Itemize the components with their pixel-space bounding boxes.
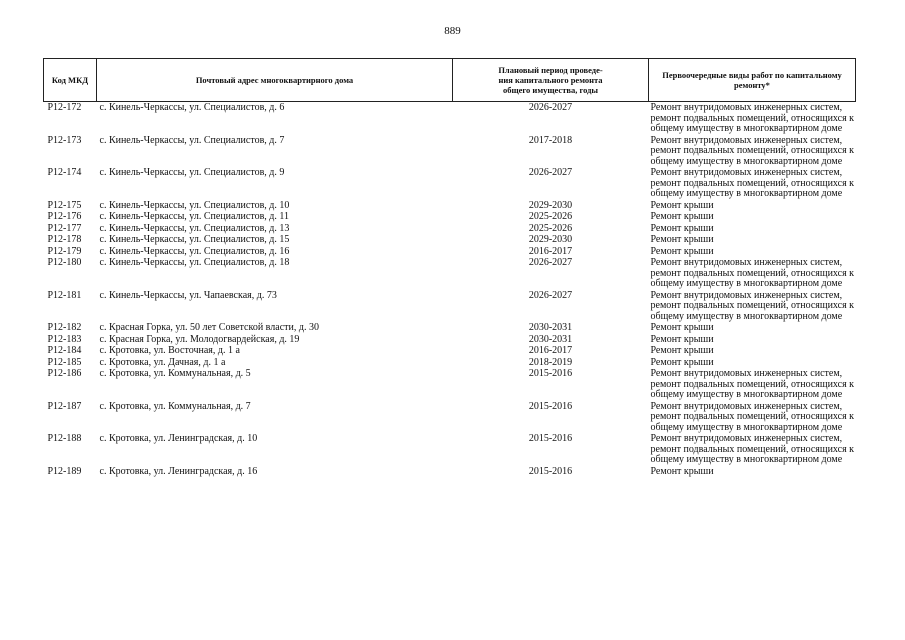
- postal-address: с. Кротовка, ул. Коммунальная, д. 5: [99, 368, 251, 379]
- work-line: общему имуществу в многоквартирном доме: [650, 188, 843, 199]
- postal-address: с. Кинель-Черкассы, ул. Специалистов, д. 13: [99, 222, 290, 234]
- work-line: Ремонт крыши: [650, 345, 714, 356]
- work-line: общему имуществу в многоквартирном доме: [650, 123, 843, 134]
- postal-address: с. Кинель-Черкассы, ул. Специалистов, д. 10: [99, 199, 290, 211]
- work-line: Ремонт крыши: [650, 222, 714, 234]
- work-line: Ремонт внутридомовых инженерных систем,: [650, 257, 843, 268]
- table-row: [44, 322, 856, 334]
- priority-works: [649, 135, 856, 168]
- planned-period: 2015-2016: [528, 465, 573, 477]
- work-line: общему имуществу в многоквартирном доме: [650, 155, 843, 167]
- priority-works: [649, 200, 856, 212]
- priority-works: [649, 345, 856, 357]
- planned-period: 2017-2018: [528, 134, 573, 146]
- table-row: [44, 211, 856, 223]
- table-row: [44, 433, 856, 466]
- house-code: Р12-183: [47, 333, 82, 345]
- house-code: Р12-175: [47, 199, 82, 211]
- planned-period: 2030-2031: [528, 333, 573, 345]
- work-line: Ремонт крыши: [650, 333, 714, 345]
- priority-works: [649, 433, 856, 466]
- work-line: Ремонт крыши: [650, 211, 714, 222]
- work-line: Ремонт крыши: [650, 356, 714, 368]
- priority-works: [649, 223, 856, 235]
- work-line: Ремонт крыши: [650, 322, 714, 333]
- house-code: Р12-174: [47, 167, 82, 178]
- priority-works: [649, 257, 856, 290]
- priority-works: [649, 322, 856, 334]
- table-row: [44, 345, 856, 357]
- postal-address: с. Кротовка, ул. Ленинградская, д. 16: [99, 465, 258, 477]
- work-line: общему имуществу в многоквартирном доме: [650, 278, 843, 289]
- postal-address: с. Кинель-Черкассы, ул. Специалистов, д. 15: [99, 234, 290, 245]
- work-line: Ремонт крыши: [650, 245, 714, 257]
- priority-works: [649, 234, 856, 246]
- table-header: [44, 59, 856, 102]
- header-row: [44, 59, 856, 102]
- page-number: 889: [444, 25, 461, 37]
- planned-period: 2030-2031: [528, 322, 573, 333]
- postal-address: с. Кротовка, ул. Коммунальная, д. 7: [99, 400, 251, 412]
- priority-works: [649, 334, 856, 346]
- work-line: Ремонт внутридомовых инженерных систем,: [650, 368, 843, 379]
- table-row: [44, 234, 856, 246]
- work-line: общему имуществу в многоквартирном доме: [650, 421, 843, 433]
- priority-works: [649, 401, 856, 434]
- postal-address: с. Кинель-Черкассы, ул. Чапаевская, д. 73: [99, 289, 277, 301]
- table-row: [44, 223, 856, 235]
- house-code: Р12-182: [47, 322, 82, 333]
- work-line: Ремонт внутридомовых инженерных систем,: [650, 134, 843, 146]
- postal-address: с. Кротовка, ул. Ленинградская, д. 10: [99, 433, 258, 444]
- planned-period: 2015-2016: [528, 400, 573, 412]
- house-code: Р12-181: [47, 289, 82, 301]
- priority-works: [649, 102, 856, 135]
- repair-schedule-table: [43, 58, 856, 477]
- house-code: Р12-172: [47, 102, 82, 113]
- postal-address: с. Кинель-Черкассы, ул. Специалистов, д. 7: [99, 134, 285, 146]
- priority-works: [649, 167, 856, 200]
- priority-works: [649, 211, 856, 223]
- work-line: Ремонт внутридомовых инженерных систем,: [650, 167, 843, 178]
- work-line: Ремонт крыши: [650, 465, 714, 477]
- header-period: [453, 59, 649, 102]
- header-work-line: ремонту*: [734, 80, 770, 90]
- postal-address: с. Кинель-Черкассы, ул. Специалистов, д. 11: [99, 211, 290, 222]
- postal-address: с. Кротовка, ул. Восточная, д. 1 а: [99, 345, 240, 356]
- table-row: [44, 102, 856, 135]
- work-line: общему имуществу в многоквартирном доме: [650, 454, 843, 465]
- header-address: Почтовый адрес многоквартирного дома: [97, 59, 453, 102]
- postal-address: с. Красная Горка, ул. 50 лет Советской власти, д. 30: [99, 322, 319, 333]
- document-sheet: [43, 58, 855, 477]
- planned-period: 2026-2027: [528, 102, 573, 113]
- work-line: ремонт подвальных помещений, относящихся к: [650, 378, 855, 390]
- header-code: Код МКД: [44, 59, 97, 102]
- priority-works: [649, 290, 856, 323]
- table-row: [44, 135, 856, 168]
- house-code: Р12-188: [47, 433, 82, 444]
- work-line: ремонт подвальных помещений, относящихся к: [650, 443, 855, 455]
- work-line: ремонт подвальных помещений, относящихся к: [650, 300, 855, 311]
- table-body: [44, 102, 856, 478]
- planned-period: 2015-2016: [528, 433, 573, 444]
- planned-period: 2018-2019: [528, 356, 573, 368]
- house-code: Р12-185: [47, 356, 82, 368]
- work-line: Ремонт крыши: [650, 199, 714, 211]
- work-line: ремонт подвальных помещений, относящихся к: [650, 112, 855, 124]
- house-code: Р12-178: [47, 234, 82, 245]
- postal-address: с. Красная Горка, ул. Молодогвардейская, д. 19: [99, 333, 300, 345]
- planned-period: 2025-2026: [528, 211, 573, 222]
- house-code: Р12-189: [47, 465, 82, 477]
- house-code: Р12-176: [47, 211, 82, 222]
- priority-works: [649, 368, 856, 401]
- table-row: [44, 466, 856, 478]
- planned-period: 2016-2017: [528, 345, 573, 356]
- planned-period: 2026-2027: [528, 167, 573, 178]
- house-code: Р12-179: [47, 245, 82, 257]
- table-row: [44, 357, 856, 369]
- planned-period: 2015-2016: [528, 368, 573, 379]
- postal-address: с. Кинель-Черкассы, ул. Специалистов, д. 16: [99, 245, 290, 257]
- header-period-line: ния капитального ремонта: [498, 75, 603, 85]
- work-line: Ремонт внутридомовых инженерных систем,: [650, 289, 843, 301]
- table-row: [44, 290, 856, 323]
- table-row: [44, 334, 856, 346]
- planned-period: 2029-2030: [528, 199, 573, 211]
- table-row: [44, 368, 856, 401]
- house-code: Р12-187: [47, 400, 82, 412]
- house-code: Р12-186: [47, 368, 82, 379]
- header-period-line: Плановый период проведе-: [498, 65, 603, 75]
- priority-works: [649, 246, 856, 258]
- house-code: Р12-180: [47, 257, 82, 268]
- planned-period: 2026-2027: [528, 289, 573, 301]
- work-line: Ремонт крыши: [650, 234, 714, 245]
- work-line: Ремонт внутридомовых инженерных систем,: [650, 400, 843, 412]
- house-code: Р12-173: [47, 134, 82, 146]
- work-line: общему имуществу в многоквартирном доме: [650, 310, 843, 322]
- house-code: Р12-177: [47, 222, 82, 234]
- work-line: ремонт подвальных помещений, относящихся к: [650, 411, 855, 422]
- work-line: общему имуществу в многоквартирном доме: [650, 389, 843, 400]
- work-line: ремонт подвальных помещений, относящихся к: [650, 177, 855, 189]
- postal-address: с. Кротовка, ул. Дачная, д. 1 а: [99, 356, 226, 368]
- work-line: Ремонт внутридомовых инженерных систем,: [650, 102, 843, 113]
- planned-period: 2025-2026: [528, 222, 573, 234]
- header-work: [649, 59, 856, 102]
- table-row: [44, 167, 856, 200]
- table-row: [44, 200, 856, 212]
- postal-address: с. Кинель-Черкассы, ул. Специалистов, д. 9: [99, 167, 285, 178]
- work-line: ремонт подвальных помещений, относящихся к: [650, 267, 855, 279]
- work-line: Ремонт внутридомовых инженерных систем,: [650, 433, 843, 444]
- planned-period: 2016-2017: [528, 245, 573, 257]
- priority-works: [649, 466, 856, 478]
- header-work-line: Первоочередные виды работ по капитальному: [662, 70, 842, 80]
- priority-works: [649, 357, 856, 369]
- work-line: ремонт подвальных помещений, относящихся к: [650, 145, 855, 156]
- house-code: Р12-184: [47, 345, 82, 356]
- table-row: [44, 401, 856, 434]
- planned-period: 2026-2027: [528, 257, 573, 268]
- planned-period: 2029-2030: [528, 234, 573, 245]
- header-period-line: общего имущества, годы: [502, 85, 599, 95]
- postal-address: с. Кинель-Черкассы, ул. Специалистов, д. 6: [99, 102, 285, 113]
- table-row: [44, 257, 856, 290]
- table-row: [44, 246, 856, 258]
- postal-address: с. Кинель-Черкассы, ул. Специалистов, д. 18: [99, 257, 290, 268]
